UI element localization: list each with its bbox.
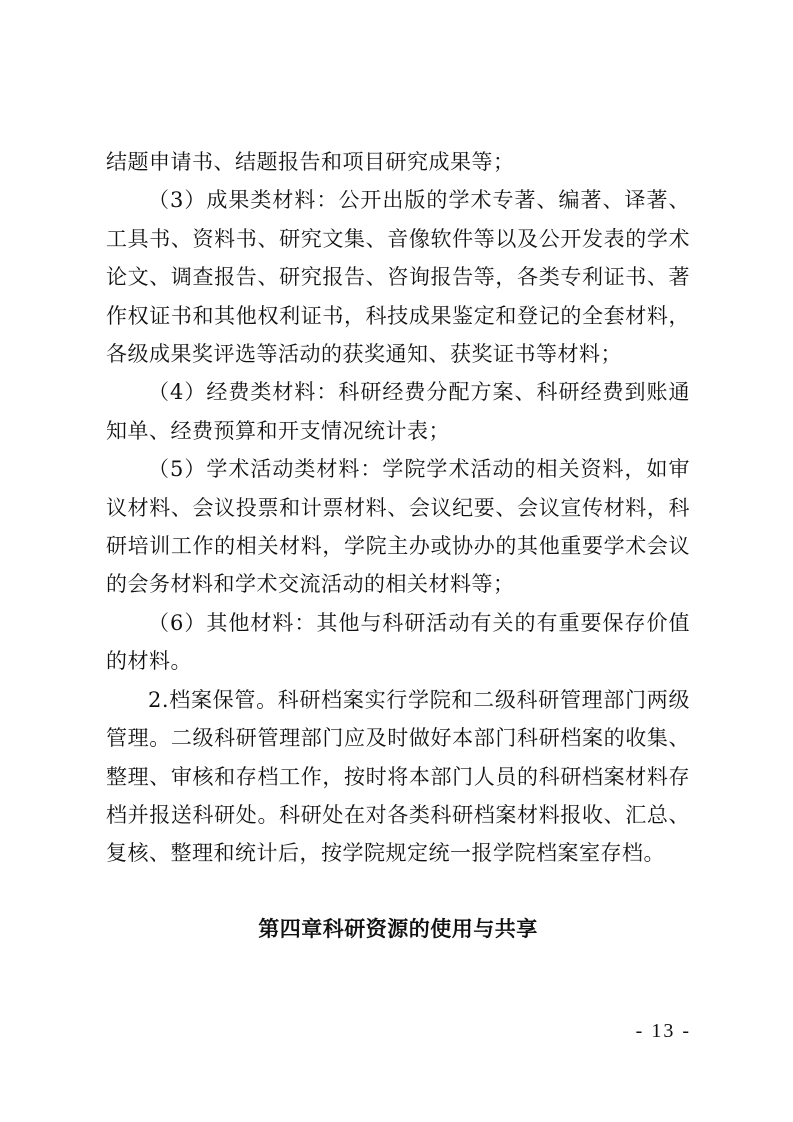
paragraph-funding-materials: （4）经费类材料：科研经费分配方案、科研经费到账通知单、经费预算和开支情况统计表； bbox=[106, 380, 690, 443]
chapter-heading: 第四章科研资源的使用与共享 bbox=[258, 917, 538, 941]
paragraph-continuation: 结题申请书、结题报告和项目研究成果等； bbox=[106, 150, 515, 174]
paragraph-other-materials: （6）其他材料：其他与科研活动有关的有重要保存价值的材料。 bbox=[106, 610, 690, 674]
body-text bbox=[106, 143, 690, 873]
paragraph-achievement-materials: （3）成果类材料：公开出版的学术专著、编著、译著、工具书、资料书、研究文集、音像软件等以及公开发表的学术论文、调查报告、研究报告、咨询报告等，各类专利证书、著作权证书和其他权利证书，科技成果鉴定和登记的全套材料，各级成果奖评选等活动的获奖通知、获奖证书等材料； bbox=[106, 188, 690, 367]
paragraph-academic-activity-materials: （5）学术活动类材料：学院学术活动的相关资料，如审议材料、会议投票和计票材料、会议纪要、会议宣传材料，科研培训工作的相关材料，学院主办或协办的其他重要学术会议的会务材料和学术交流活动的相关材料等； bbox=[106, 457, 690, 597]
paragraph-archive-custody: 2.档案保管。科研档案实行学院和二级科研管理部门两级管理。二级科研管理部门应及时做好本部门科研档案的收集、整理、审核和存档工作，按时将本部门人员的科研档案材料存档并报送科研处。科研处在对各类科研档案材料报收、汇总、复核、整理和统计后，按学院规定统一报学院档案室存档。 bbox=[106, 687, 690, 866]
page-number: - 13 - bbox=[635, 1020, 691, 1042]
